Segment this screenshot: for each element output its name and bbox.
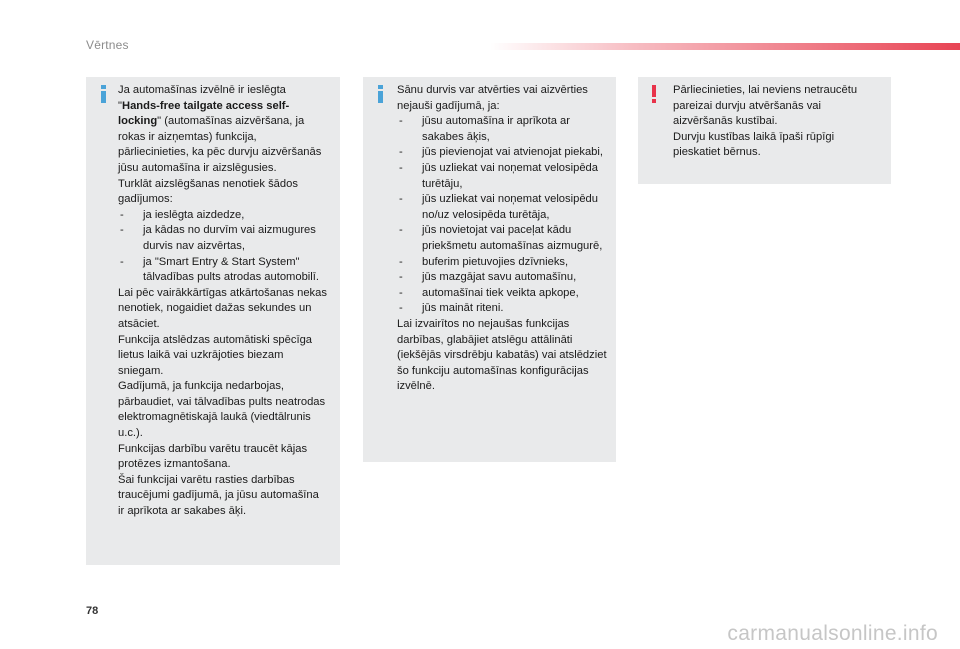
list-item: - jūs pievienojat vai atvienojat piekabi,: [397, 145, 608, 161]
paragraph: Turklāt aizslēgšanas nenotiek šādos gadījumos:: [118, 177, 298, 206]
paragraph: Lai izvairītos no nejaušas funkcijas darbības, glabājiet atslēgu attālināti (iekšējās virsdrēbju kabatās) vai atslēdziet šo funkciju automašīnas konfigurācijas izvēlnē.: [397, 317, 607, 393]
page-number: 78: [86, 605, 99, 617]
paragraph: Durvju kustības laikā īpaši rūpīgi pieskatiet bērnus.: [673, 130, 835, 159]
paragraph: Lai pēc vairākkārtīgas atkārtošanas nekas nenotiek, nogaidiet dažas sekundes un atsāciet.: [118, 286, 327, 330]
list-item: - jūs novietojat vai paceļat kādu priekšmetu automašīnas aizmugurē,: [397, 223, 608, 254]
info-icon: [376, 85, 386, 103]
list-item: - jūs mazgājat savu automašīnu,: [397, 270, 608, 286]
list-item: - buferim pietuvojies dzīvnieks,: [397, 255, 608, 271]
list-item: - ja "Smart Entry & Start System" tālvadības pults atrodas automobilī.: [118, 255, 328, 286]
list-item: - ja kādas no durvīm vai aizmugures durvis nav aizvērtas,: [118, 223, 328, 254]
list-item: - jūs maināt riteni.: [397, 301, 608, 317]
list-item: - jūsu automašīna ir aprīkota ar sakabes āķis,: [397, 114, 608, 145]
list-item: - jūs uzliekat vai noņemat velosipēda turētāju,: [397, 161, 608, 192]
list-item: - ja ieslēgta aizdedze,: [118, 208, 328, 224]
warning-box-door-movement: [638, 77, 891, 184]
paragraph: Pārliecinieties, lai neviens netraucētu pareizai durvju atvēršanās vai aizvēršanās kustībai.: [673, 84, 858, 128]
header-accent-bar: [490, 43, 960, 50]
paragraph: Šai funkcijai varētu rasties darbības traucējumi gadījumā, ja jūsu automašīna ir aprīkota ar sakabes āķi.: [118, 473, 319, 518]
watermark: carmanualsonline.info: [727, 622, 938, 645]
warning-icon: [649, 85, 659, 103]
section-title: Vērtnes: [86, 38, 129, 52]
info-box-hands-free: [86, 77, 340, 565]
info-box-side-doors: [363, 77, 616, 462]
info-icon: [99, 85, 109, 103]
list-item: - jūs uzliekat vai noņemat velosipēdu no/uz velosipēda turētāja,: [397, 192, 608, 223]
intro-paragraph: Sānu durvis var atvērties vai aizvērties nejauši gadījumā, ja:: [397, 84, 588, 112]
paragraph: Gadījumā, ja funkcija nedarbojas, pārbaudiet, vai tālvadības pults neatrodas elektromagnētiskajā laukā (viedtālrunis u.c.).: [118, 380, 326, 440]
intro-paragraph: Ja automašīnas izvēlnē ir ieslēgta "Hands-free tailgate access self-locking" (automašīnas aizvēršana, ja rokas ir aizņemtas) funkcija, pārliecinieties, ka pēc durvju aizvēršanās jūsu automašīna ir aizslēgusies.: [118, 84, 322, 174]
paragraph: Funkcijas darbību varētu traucēt kājas protēzes izmantošana.: [118, 442, 308, 471]
paragraph: Funkcija atslēdzas automātiski spēcīga lietus laikā vai uzkrājoties biezam sniegam.: [118, 333, 313, 377]
list-item: - automašīnai tiek veikta apkope,: [397, 286, 608, 302]
